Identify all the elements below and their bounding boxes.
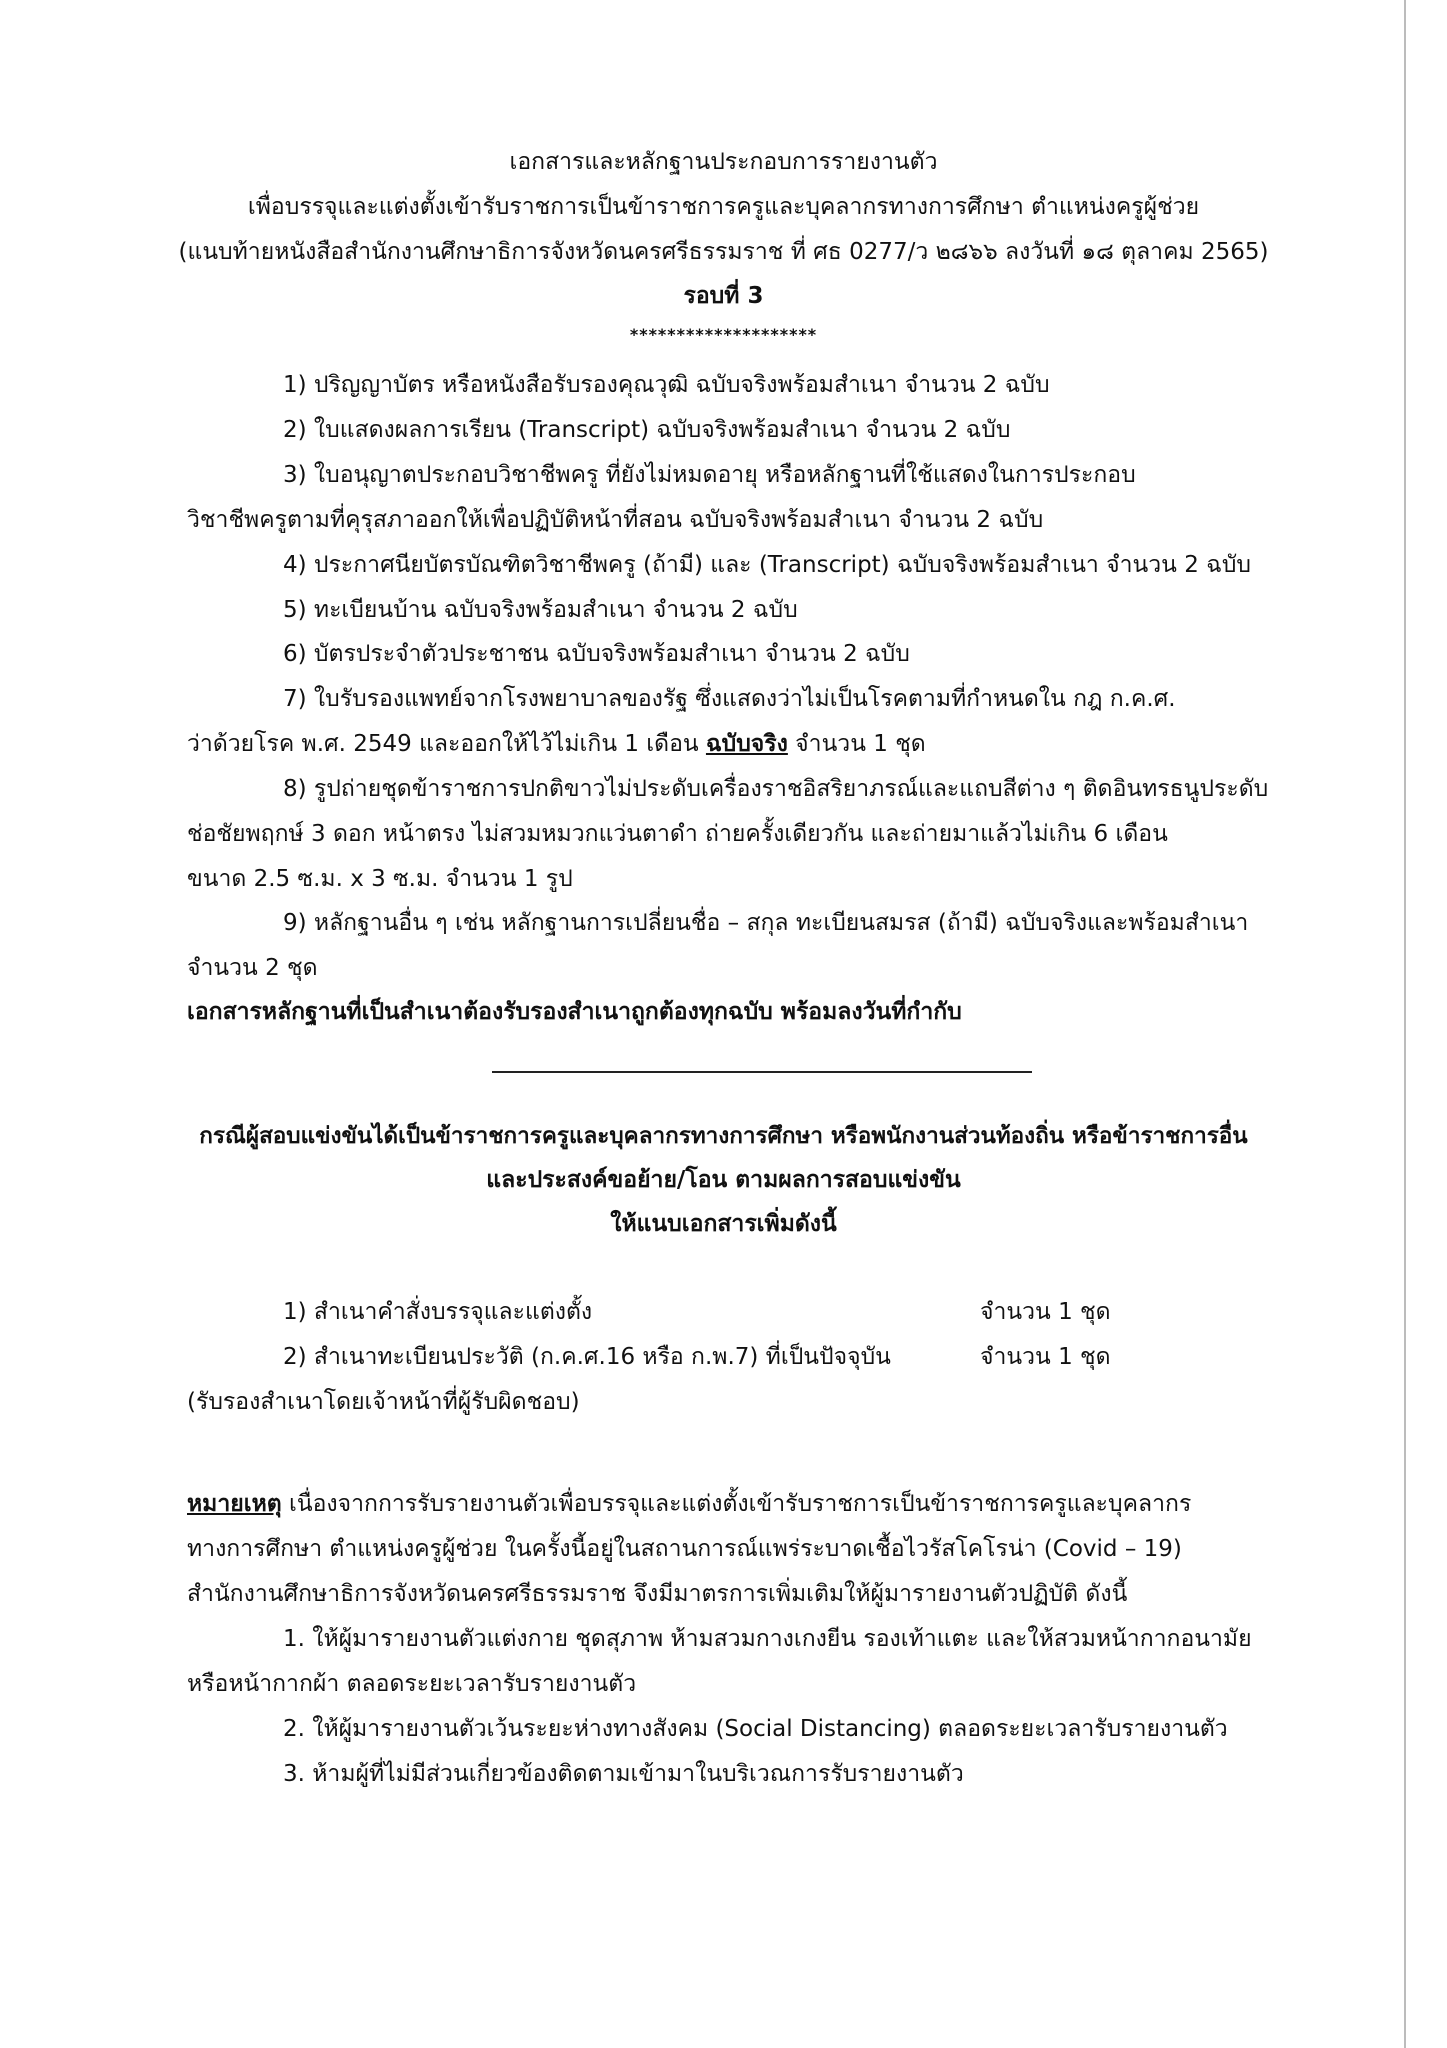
item-3-line2: วิชาชีพครูตามที่คุรุสภาออกให้เพื่อปฏิบัติหน้าที่สอน ฉบับจริงพร้อมสำเนา จำนวน 2 ฉบับ [187, 507, 1044, 533]
transfer-heading-line1: กรณีผู้สอบแข่งขันได้เป็นข้าราชการครูและบุคลากรทางการศึกษา หรือพนักงานส่วนท้องถิ่น หรือข้าราชการอื่น [199, 1123, 1248, 1149]
transfer-heading-line3: ให้แนบเอกสารเพิ่มดังนี้ [610, 1211, 837, 1237]
item-8-line1: 8) รูปถ่ายชุดข้าราชการปกติขาวไม่ประดับเครื่องราชอิสริยาภรณ์และแถบสีต่าง ๆ ติดอินทรธนูประดับ [283, 776, 1269, 802]
original-copy-emphasis: ฉบับจริง [705, 731, 788, 757]
item-8-line3: ขนาด 2.5 ซ.ม. x 3 ซ.ม. จำนวน 1 รูป [187, 866, 573, 892]
header-title-line1: เอกสารและหลักฐานประกอบการรายงานตัว [509, 149, 938, 175]
transfer-item-2-label: 2) สำเนาทะเบียนประวัติ (ก.ค.ศ.16 หรือ ก.พ.7) ที่เป็นปัจจุบัน [283, 1344, 891, 1370]
item-5: 5) ทะเบียนบ้าน ฉบับจริงพร้อมสำเนา จำนวน 2 ฉบับ [283, 597, 798, 623]
transfer-item-1 [283, 1300, 592, 1325]
header-title-line2: เพื่อบรรจุและแต่งตั้งเข้ารับราชการเป็นข้าราชการครูและบุคลากรทางการศึกษา ตำแหน่งครูผู้ช่วย [247, 194, 1200, 220]
item-7-line2 [187, 732, 926, 757]
transfer-heading-line2: และประสงค์ขอย้าย/โอน ตามผลการสอบแข่งขัน [486, 1167, 961, 1193]
remark-paragraph-line3: สำนักงานศึกษาธิการจังหวัดนครศรีธรรมราช จึงมีมาตรการเพิ่มเติมให้ผู้มารายงานตัวปฏิบัติ ดังนี้ [187, 1581, 1128, 1607]
remark-item-1-line2: หรือหน้ากากผ้า ตลอดระยะเวลารับรายงานตัว [187, 1671, 637, 1697]
transfer-item-1-label: 1) สำเนาคำสั่งบรรจุและแต่งตั้ง [283, 1299, 593, 1325]
remark-item-2: 2. ให้ผู้มารายงานตัวเว้นระยะห่างทางสังคม (Social Distancing) ตลอดระยะเวลารับรายงานตัว [283, 1716, 1228, 1742]
section-divider [492, 1071, 1032, 1073]
certify-note: เอกสารหลักฐานที่เป็นสำเนาต้องรับรองสำเนาถูกต้องทุกฉบับ พร้อมลงวันที่กำกับ [187, 999, 962, 1025]
transfer-item-2 [283, 1345, 891, 1370]
item-9-line2: จำนวน 2 ชุด [187, 955, 318, 981]
remark-label: หมายเหตุ [187, 1491, 282, 1517]
stars-separator: ******************** [629, 325, 818, 344]
remark-paragraph-line1 [187, 1492, 1191, 1517]
remark-intro: เนื่องจากการรับรายงานตัวเพื่อบรรจุและแต่งตั้งเข้ารับราชการเป็นข้าราชการครูและบุคลากร [281, 1491, 1192, 1517]
item-7-line1: 7) ใบรับรองแพทย์จากโรงพยาบาลของรัฐ ซึ่งแสดงว่าไม่เป็นโรคตามที่กำหนดใน กฎ ก.ค.ศ. [283, 686, 1176, 712]
item-7-text: ว่าด้วยโรค พ.ศ. 2549 และออกให้ไว้ไม่เกิน 1 เดือน [187, 731, 706, 757]
item-1: 1) ปริญญาบัตร หรือหนังสือรับรองคุณวุฒิ ฉบับจริงพร้อมสำเนา จำนวน 2 ฉบับ [283, 372, 1050, 398]
transfer-certify-note: (รับรองสำเนาโดยเจ้าหน้าที่ผู้รับผิดชอบ) [187, 1389, 580, 1415]
round-label: รอบที่ 3 [683, 283, 764, 309]
transfer-item-1-qty: จำนวน 1 ชุด [980, 1299, 1111, 1325]
item-9-line1: 9) หลักฐานอื่น ๆ เช่น หลักฐานการเปลี่ยนชื่อ – สกุล ทะเบียนสมรส (ถ้ามี) ฉบับจริงและพร้อมสำเนา [283, 910, 1249, 936]
item-8-line2: ช่อชัยพฤกษ์ 3 ดอก หน้าตรง ไม่สวมหมวกแว่นตาดำ ถ่ายครั้งเดียวกัน และถ่ายมาแล้วไม่เกิน 6 เดือน [187, 821, 1168, 847]
item-4: 4) ประกาศนียบัตรบัณฑิตวิชาชีพครู (ถ้ามี) และ (Transcript) ฉบับจริงพร้อมสำเนา จำนวน 2 ฉบับ [283, 552, 1252, 578]
remark-item-1-line1: 1. ให้ผู้มารายงานตัวแต่งกาย ชุดสุภาพ ห้ามสวมกางเกงยีน รองเท้าแตะ และให้สวมหน้ากากอนามัย [283, 1626, 1252, 1652]
header-reference-line: (แนบท้ายหนังสือสำนักงานศึกษาธิการจังหวัดนครศรีธรรมราช ที่ ศธ 0277/ว ๒๘๖๖ ลงวันที่ ๑๘ ตุลาคม 2565) [178, 239, 1269, 265]
item-3-line1: 3) ใบอนุญาตประกอบวิชาชีพครู ที่ยังไม่หมดอายุ หรือหลักฐานที่ใช้แสดงในการประกอบ [283, 462, 1136, 488]
item-7-qty: จำนวน 1 ชุด [787, 731, 926, 757]
transfer-item-2-qty: จำนวน 1 ชุด [980, 1344, 1111, 1370]
item-6: 6) บัตรประจำตัวประชาชน ฉบับจริงพร้อมสำเนา จำนวน 2 ฉบับ [283, 641, 910, 667]
remark-item-3: 3. ห้ามผู้ที่ไม่มีส่วนเกี่ยวข้องติดตามเข้ามาในบริเวณการรับรายงานตัว [283, 1761, 964, 1787]
remark-paragraph-line2: ทางการศึกษา ตำแหน่งครูผู้ช่วย ในครั้งนี้อยู่ในสถานการณ์แพร่ระบาดเชื้อไวรัสโคโรน่า (Covid – 19) [187, 1536, 1182, 1562]
item-2: 2) ใบแสดงผลการเรียน (Transcript) ฉบับจริงพร้อมสำเนา จำนวน 2 ฉบับ [283, 417, 1011, 443]
